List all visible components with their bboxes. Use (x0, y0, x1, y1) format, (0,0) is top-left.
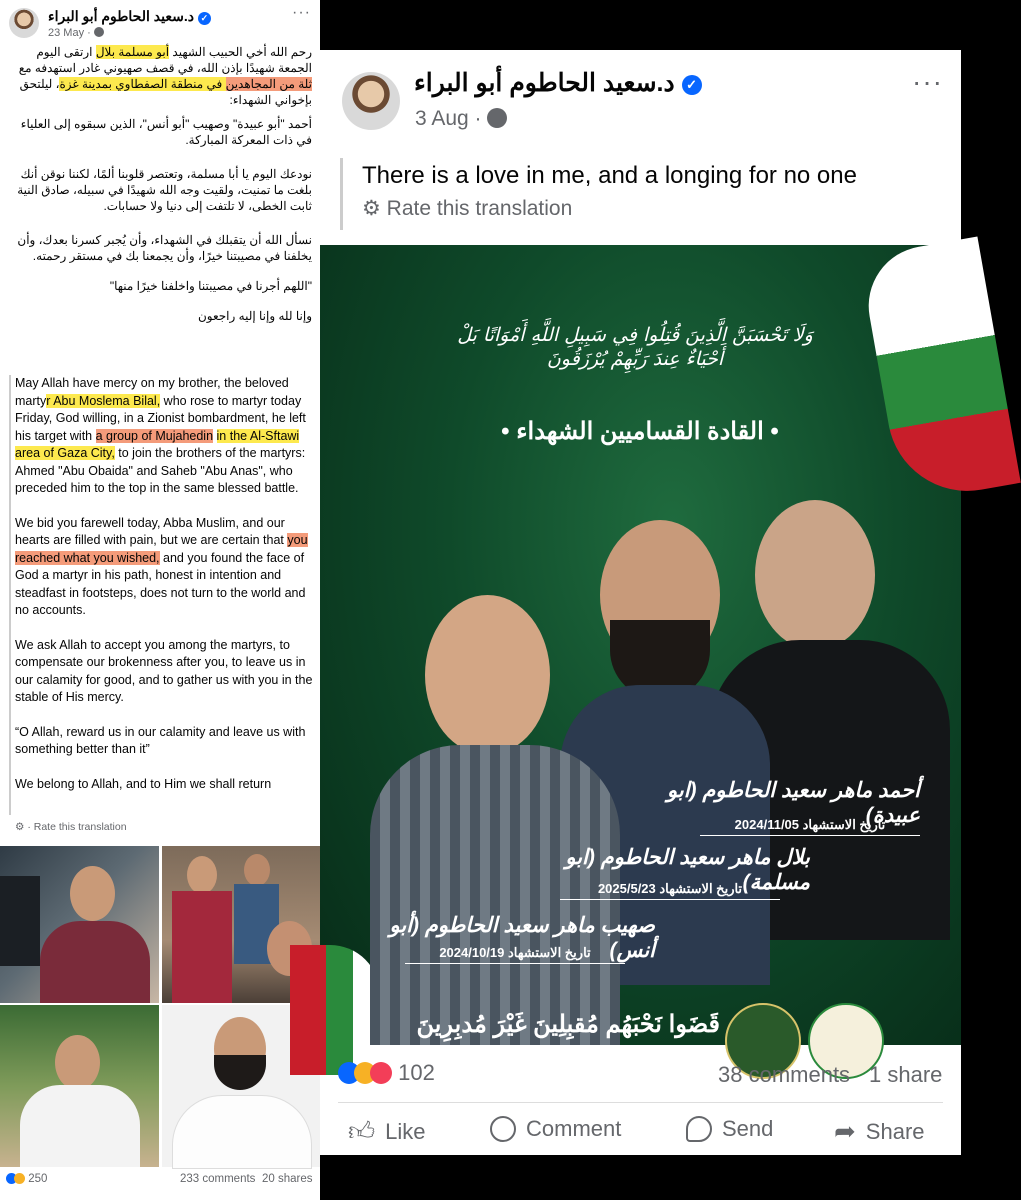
shares-count[interactable]: 20 shares (262, 1173, 313, 1185)
post-date[interactable]: 3 Aug · (415, 107, 507, 131)
action-divider (338, 1102, 943, 1103)
photo-1[interactable] (0, 846, 159, 1003)
rate-translation-link[interactable]: ⚙ Rate this translation (362, 197, 573, 220)
translation-paragraph-5: We belong to Allah, and to Him we shall return (15, 776, 272, 791)
post-author[interactable] (414, 68, 702, 98)
calligraphy-verse: وَلَا تَحْسَبَنَّ الَّذِينَ قُتِلُوا فِي سَبِيلِ اللَّهِ أَمْوَاتًا بَلْ أَحْيَاءٌ عِندَ رَبِّهِمْ يُرْزَقُونَ (457, 324, 813, 370)
post-date[interactable]: 23 May · (48, 27, 104, 39)
poster-image[interactable] (320, 245, 961, 1067)
comment-bubble-icon (490, 1116, 516, 1142)
gear-icon: ⚙ (15, 821, 25, 833)
messenger-icon (686, 1116, 712, 1142)
right-post (320, 50, 961, 1155)
arabic-post-text (10, 44, 312, 324)
share-button[interactable]: ➦ Share (834, 1116, 925, 1146)
poster-bottom-text: قَضَوا نَحْبَهُم مُقبِلِينَ غَيْرَ مُدبِرِينَ في (416, 1011, 720, 1067)
like-button[interactable]: 👍︎ Like (348, 1116, 426, 1146)
arabic-paragraph-1: رحم الله أخي الحبيب الشهيد أبو مسلمة بلال ارتقى اليوم الجمعة شهيدًا بإذن الله، في قصف صهيوني غادر استهدفه مع ثلة من المجاهدين في منطقة الصفطاوي بمدينة غزة، ليلتحق بإخواني الشهداء: (18, 45, 312, 107)
poster-heading: • القادة القساميين الشهداء • (501, 418, 779, 445)
translation-text (15, 375, 315, 793)
more-options-icon[interactable]: ··· (912, 66, 943, 97)
comments-count[interactable]: 38 comments (718, 1062, 851, 1087)
translation-paragraph-2: We bid you farewell today, Abba Muslim, and our hearts are filled with pain, but we are certain that you reached what you wished, and you found the face of God a martyr in his path, honest in intention and steadfast in footsteps, does not turn to the world and no accounts. (15, 515, 308, 617)
shares-count[interactable]: 1 share (869, 1062, 943, 1087)
martyr-1-name: أحمد ماهر سعيد الحاطوم (ابو عبيدة) (667, 779, 920, 827)
martyr-1-date: تاريخ الاستشهاد 2024/11/05 (700, 817, 920, 836)
translation-divider (340, 158, 343, 230)
flag-shape-right (859, 236, 1021, 503)
more-options-icon[interactable]: ··· (292, 4, 311, 21)
arabic-paragraph-5: "اللهم أجرنا في مصيبتنا واخلفنا خيرًا منها" (109, 279, 312, 293)
arabic-paragraph-2: أحمد "أبو عبيدة" وصهيب "أبو أنس"، الذين سبقوه إلى العلياء في ذات المعركة المباركة. (20, 117, 312, 147)
avatar[interactable] (9, 8, 39, 38)
martyr-3-name: صهيب ماهر سعيد الحاطوم (أبو أنس) (389, 914, 655, 962)
verified-badge-icon: ✓ (198, 12, 211, 25)
gear-icon: ⚙ (362, 197, 381, 220)
send-button[interactable]: Send (686, 1116, 773, 1142)
martyr-2-date: تاريخ الاستشهاد 2025/5/23 (560, 881, 780, 900)
translation-paragraph-3: We ask Allah to accept you among the martyrs, to compensate our brokenness after you, to leave us in our calamity for good, and to gather us with you in the stable of His mercy. (15, 637, 313, 704)
rate-translation-link[interactable]: ⚙ · Rate this translation (15, 821, 127, 833)
translation-divider (9, 375, 11, 815)
verified-badge-icon: ✓ (682, 75, 702, 95)
globe-icon (487, 108, 507, 128)
author-name[interactable]: د.سعيد الحاطوم أبو البراء (48, 8, 194, 24)
reaction-summary[interactable]: 250 (6, 1173, 47, 1185)
arabic-paragraph-4: نسأل الله أن يتقبلك في الشهداء، وأن يُجبر كسرنا بعدك، وأن يخلفنا في مصيبتنا خيرًا، وأن يجمعنا بك في مستقر رحمته. (17, 233, 312, 263)
post-text: There is a love in me, and a longing for no one (362, 162, 857, 189)
author-name[interactable]: د.سعيد الحاطوم أبو البراء (414, 69, 675, 97)
translation-paragraph-4: “O Allah, reward us in our calamity and leave us with something better than it” (15, 724, 306, 756)
martyr-2-name: بلال ماهر سعيد الحاطوم (ابو مسلمة) (565, 846, 810, 894)
comment-button[interactable]: Comment (490, 1116, 621, 1142)
comments-count[interactable]: 233 comments (180, 1173, 256, 1185)
reaction-summary[interactable]: 102 (338, 1060, 435, 1086)
photo-3[interactable] (0, 1005, 159, 1167)
post-author[interactable] (48, 8, 211, 25)
flag-shape-left (290, 945, 380, 1075)
left-post (0, 0, 320, 1200)
globe-icon (94, 27, 104, 37)
avatar[interactable] (342, 72, 400, 130)
share-arrow-icon: ➦ (834, 1116, 856, 1146)
translation-paragraph-1: May Allah have mercy on my brother, the beloved martyr Abu Moslema Bilal, who rose to martyr today Friday, God willing, in a Zionist bombardment, he left his target with a group of Mujahedin in the Al-Sftawi area of Gaza City, to join the brothers of the martyrs: Ahmed "Abu Obaida" and Saheb "Abu Anas", who preceded him to the top in the same blessed battle. (15, 376, 306, 495)
thumbs-up-icon: 👍︎ (348, 1116, 376, 1146)
martyr-3-date: تاريخ الاستشهاد 2024/10/19 (405, 945, 625, 964)
arabic-paragraph-3: نودعك اليوم يا أبا مسلمة، وتعتصر قلوبنا ألمًا، لكننا نوقن أنك بلغت ما تمنيت، ولقيت وجه الله شهيدًا في سبيله، صادق النية ثابت الخطى، لا تلتفت إلى دنيا ولا حسابات. (17, 167, 312, 213)
arabic-paragraph-6: وإنا لله وإنا إليه راجعون (197, 309, 312, 323)
love-reaction-icon (370, 1062, 392, 1084)
sad-reaction-icon (14, 1173, 25, 1184)
